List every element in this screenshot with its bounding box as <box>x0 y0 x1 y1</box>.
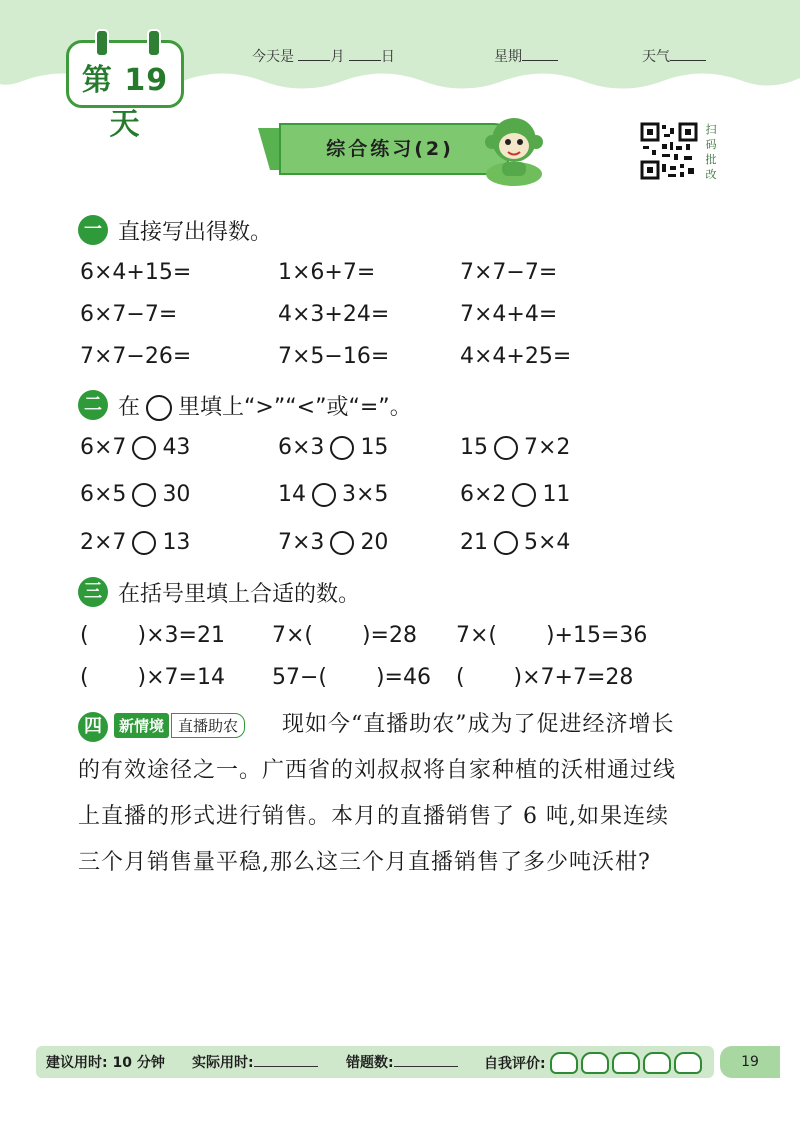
compare-right: 11 <box>542 482 571 507</box>
rating-face-icon[interactable] <box>674 1052 702 1074</box>
weather-blank[interactable] <box>670 46 706 61</box>
error-count-blank[interactable] <box>394 1052 458 1067</box>
compare-right: 5×4 <box>524 530 571 555</box>
compare-right: 20 <box>360 530 389 555</box>
weather-field <box>642 46 706 66</box>
compare-right: 15 <box>360 435 389 460</box>
s1-r2-c1: 6×7−7= <box>80 302 178 327</box>
s1-r1-c1: 6×4+15= <box>80 260 192 285</box>
compare-left: 6×2 <box>460 482 507 507</box>
compare-right: 30 <box>162 482 191 507</box>
s3-r2-c3[interactable]: ( )×7+7=28 <box>456 665 634 690</box>
s2-r3-c3 <box>460 530 570 555</box>
page-title: 综合练习(2) <box>326 138 454 160</box>
problem-line-1: 现如今“直播助农”成为了促进经济增长 <box>282 712 675 737</box>
page-number: 19 <box>720 1046 780 1078</box>
self-eval-field <box>484 1052 705 1074</box>
s3-r1-c3[interactable]: 7×( )+15=36 <box>456 623 648 648</box>
date-blank[interactable] <box>349 46 381 61</box>
rating-face-icon[interactable] <box>612 1052 640 1074</box>
day-label: 第 19 天 <box>81 63 169 142</box>
scan-to-grade-label: 扫码批改 <box>705 123 717 181</box>
today-label: 今天是 <box>252 49 294 65</box>
s2-r1-c2 <box>278 435 388 460</box>
compare-left: 6×7 <box>80 435 127 460</box>
problem-line-4: 三个月销售量平稳,那么这三个月直播销售了多少吨沃柑? <box>78 850 651 875</box>
weekday-field <box>494 46 558 66</box>
month-blank[interactable] <box>298 46 330 61</box>
new-scenario-tag: 新情境 <box>114 713 169 738</box>
topic-tag: 直播助农 <box>171 713 245 738</box>
compare-left: 15 <box>460 435 488 460</box>
s2-r1-c3 <box>460 435 570 460</box>
s3-r2-c1[interactable]: ( )×7=14 <box>80 665 225 690</box>
month-label: 月 <box>330 49 345 65</box>
suggested-time: 建议用时: 10 分钟 <box>46 1055 165 1071</box>
actual-time-field <box>192 1052 318 1072</box>
weekday-label: 星期 <box>494 49 522 65</box>
s3-r2-c2[interactable]: 57−( )=46 <box>272 665 431 690</box>
error-count-label: 错题数: <box>346 1055 394 1071</box>
s1-r2-c2: 4×3+24= <box>278 302 390 327</box>
answer-circle[interactable] <box>494 531 518 555</box>
s2-r3-c1 <box>80 530 190 555</box>
section-3-number: 三 <box>78 577 108 607</box>
problem-line-3: 上直播的形式进行销售。本月的直播销售了 6 吨,如果连续 <box>78 804 669 829</box>
compare-left: 21 <box>460 530 488 555</box>
section-4-tags <box>114 713 245 738</box>
section-2-title <box>118 390 412 421</box>
rating-face-icon[interactable] <box>550 1052 578 1074</box>
actual-time-blank[interactable] <box>254 1052 318 1067</box>
s2-r2-c3 <box>460 482 570 507</box>
date-label: 日 <box>380 49 395 65</box>
compare-left: 6×3 <box>278 435 325 460</box>
s2-r2-c2 <box>278 482 388 507</box>
circle-symbol-icon <box>146 395 172 421</box>
compare-right: 43 <box>162 435 191 460</box>
answer-circle[interactable] <box>330 436 354 460</box>
answer-circle[interactable] <box>132 436 156 460</box>
binder-ring-right <box>147 29 161 57</box>
day-badge <box>66 40 184 142</box>
answer-circle[interactable] <box>494 436 518 460</box>
section-2-title-before: 在 <box>118 395 141 420</box>
s1-r1-c3: 7×7−7= <box>460 260 558 285</box>
monkey-mascot-icon <box>480 110 550 192</box>
s2-r3-c2 <box>278 530 388 555</box>
qr-code-icon[interactable] <box>640 122 698 180</box>
s1-r1-c2: 1×6+7= <box>278 260 376 285</box>
weekday-blank[interactable] <box>522 46 558 61</box>
error-count-field <box>346 1052 458 1072</box>
s1-r2-c3: 7×4+4= <box>460 302 558 327</box>
answer-circle[interactable] <box>132 531 156 555</box>
s2-r2-c1 <box>80 482 190 507</box>
section-2-number: 二 <box>78 390 108 420</box>
s3-r1-c1[interactable]: ( )×3=21 <box>80 623 225 648</box>
binder-ring-left <box>95 29 109 57</box>
section-1-title: 直接写出得数。 <box>118 220 273 245</box>
s2-r1-c1 <box>80 435 190 460</box>
actual-time-label: 实际用时: <box>192 1055 254 1071</box>
rating-face-icon[interactable] <box>643 1052 671 1074</box>
problem-line-2: 的有效途径之一。广西省的刘叔叔将自家种植的沃柑通过线 <box>78 758 677 783</box>
s1-r3-c3: 4×4+25= <box>460 344 572 369</box>
compare-left: 2×7 <box>80 530 127 555</box>
date-field <box>252 46 395 66</box>
s1-r3-c1: 7×7−26= <box>80 344 192 369</box>
s1-r3-c2: 7×5−16= <box>278 344 390 369</box>
compare-left: 7×3 <box>278 530 325 555</box>
rating-face-icon[interactable] <box>581 1052 609 1074</box>
answer-circle[interactable] <box>132 483 156 507</box>
compare-right: 3×5 <box>342 482 389 507</box>
self-eval-label: 自我评价: <box>484 1056 546 1072</box>
s3-r1-c2[interactable]: 7×( )=28 <box>272 623 417 648</box>
compare-right: 13 <box>162 530 191 555</box>
answer-circle[interactable] <box>512 483 536 507</box>
compare-left: 14 <box>278 482 306 507</box>
compare-right: 7×2 <box>524 435 571 460</box>
compare-left: 6×5 <box>80 482 127 507</box>
section-1-number: 一 <box>78 215 108 245</box>
answer-circle[interactable] <box>312 483 336 507</box>
section-3-title: 在括号里填上合适的数。 <box>118 582 361 607</box>
weather-label: 天气 <box>642 49 670 65</box>
section-2-title-after: 里填上“>”“<”或“=”。 <box>178 395 412 420</box>
answer-circle[interactable] <box>330 531 354 555</box>
section-4-number: 四 <box>78 712 108 742</box>
